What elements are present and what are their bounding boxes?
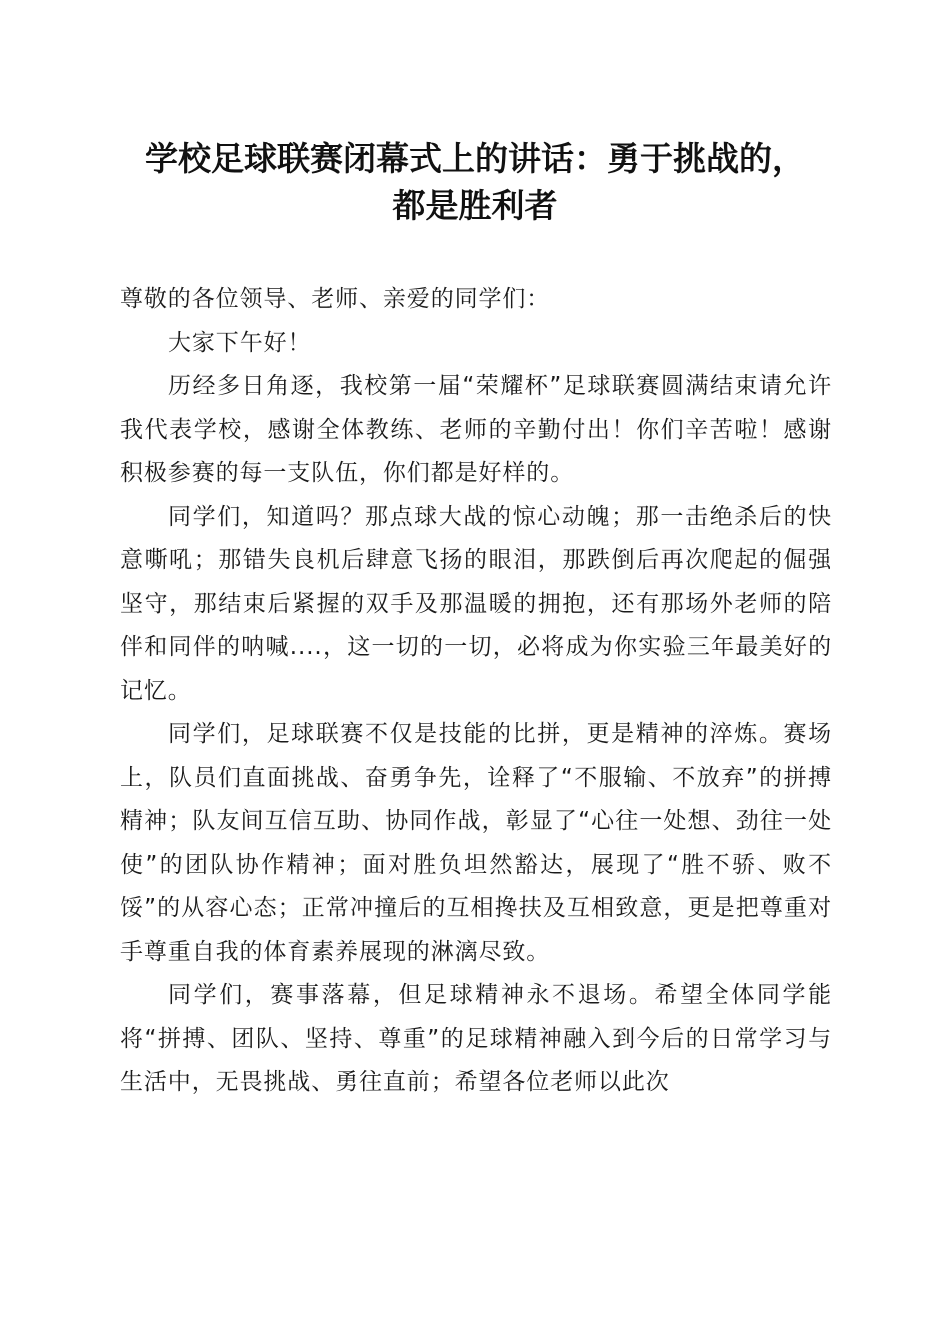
title-line-1: 学校足球联赛闭幕式上的讲话：勇于挑战的， — [145, 139, 805, 178]
paragraph-memories: 同学们，知道吗？那点球大战的惊心动魄；那一击绝杀后的快意嘶吼；那错失良机后肆意飞扬的眼泪，那跌倒后再次爬起的倔强坚守，那结束后紧握的双手及那温暖的拥抱，还有那场外老师的陪伴和同伴的呐喊....，这一切的一切，必将成为你实验三年最美好的记忆。 — [120, 503, 832, 704]
salutation: 尊敬的各位领导、老师、亲爱的同学们： — [120, 286, 551, 312]
paragraph-thanks: 历经多日角逐，我校第一届“荣耀杯”足球联赛圆满结束请允许我代表学校，感谢全体教练、老师的辛勤付出！你们辛苦啦！感谢积极参赛的每一支队伍，你们都是好样的。 — [120, 373, 832, 486]
title-line-2: 都是胜利者 — [392, 186, 558, 225]
paragraph-spirit: 同学们，足球联赛不仅是技能的比拼，更是精神的淬炼。赛场上，队员们直面挑战、奋勇争先，诠释了“不服输、不放弃”的拼搏精神；队友间互信互助、协同作战，彰显了“心往一处想、劲往一处使”的团队协作精神；面对胜负坦然豁达，展现了“胜不骄、败不馁”的从容心态；正常冲撞后的互相搀扶及互相致意，更是把尊重对手尊重自我的体育素养展现的淋漓尽致。 — [120, 721, 832, 965]
document-body — [120, 278, 832, 1105]
paragraph-hopes: 同学们，赛事落幕，但足球精神永不退场。希望全体同学能将“拼搏、团队、坚持、尊重”的足球精神融入到今后的日常学习与生活中，无畏挑战、勇往直前；希望各位老师以此次 — [120, 982, 832, 1095]
paragraph-greeting: 大家下午好！ — [168, 329, 312, 356]
document-title — [100, 135, 850, 229]
